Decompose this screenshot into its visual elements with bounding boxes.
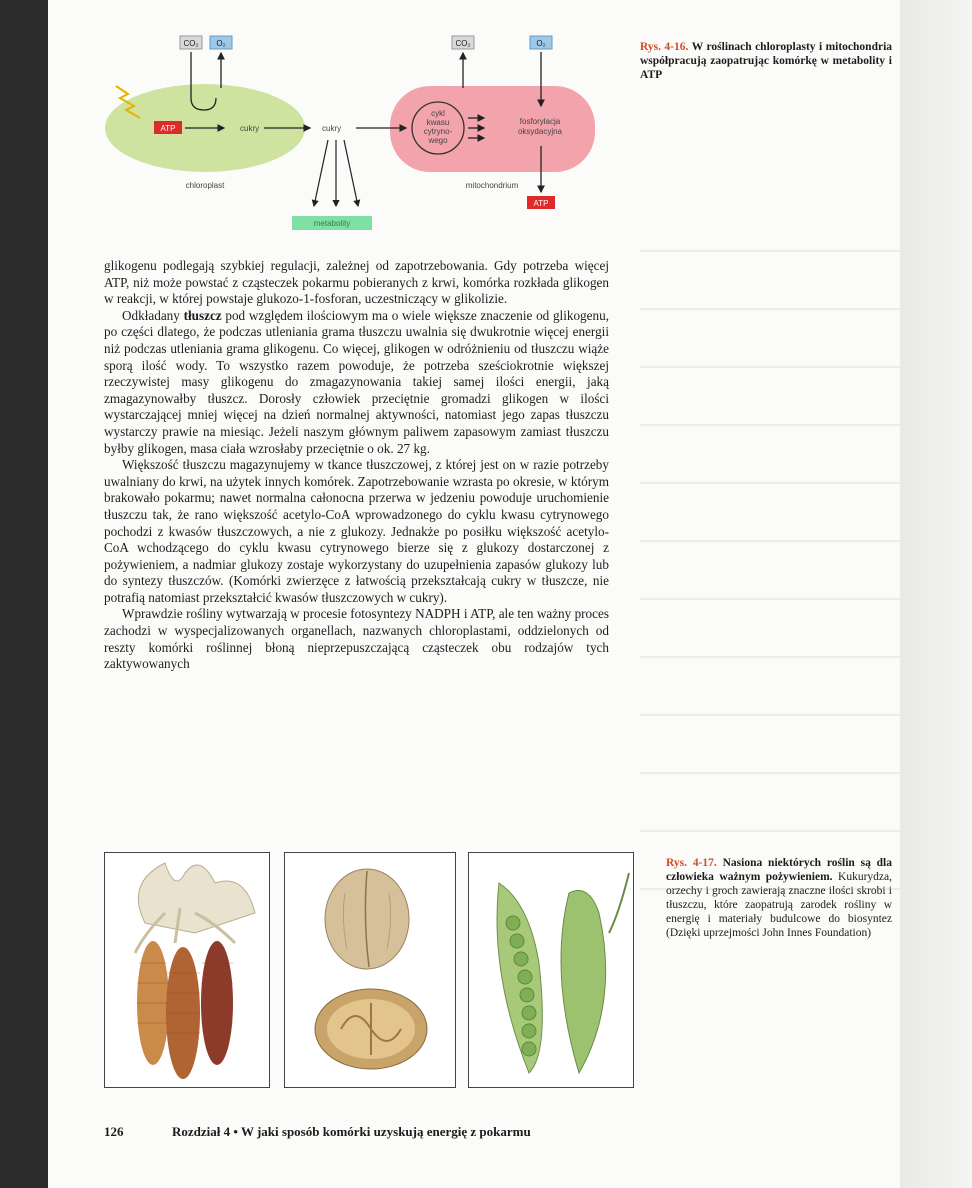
figure-caption-4-16 bbox=[640, 40, 892, 82]
walnut-photo bbox=[284, 852, 456, 1088]
co2-left-label: CO₂ bbox=[183, 39, 199, 48]
paragraph-2-rest: pod względem ilościowym ma o wiele większe znaczenie od glikogenu, po części dlatego, że podczas utleniania grama tłuszczu uwalnia się dwukrotnie więcej energii niż podczas utleniania grama glikogenu. Co więcej, glikogen w odróżnieniu od tłuszczu wiąże sporą ilość wody. To wszystko razem powoduje, że potrzeba sześciokrotnie większej rzeczywistej masy glikogenu do zmagazynowania takiej samej ilości energii, jaką zmagazynowałby tłuszcz. Dorosły człowiek przeciętnie gromadzi glikogen w ilości wystarczającej mniej więcej na dzień normalnej aktywności, natomiast jego zapas tłuszczu wystarczy prawie na miesiąc. Jeżeli naszym głównym paliwem zapasowym zamiast tłuszczu byłby glikogen, masa ciała wzrosłaby przeciętnie o ok. 27 kg. bbox=[104, 307, 609, 456]
cycle-label-1: cykl bbox=[431, 109, 445, 118]
paragraph-4: Wprawdzie rośliny wytwarzają w procesie fotosyntezy NADPH i ATP, ale ten ważny proces zachodzi w wyspecjalizowanych organellach, nazwanych chloroplastami, oddzielonych od reszty komórki roślinnej błoną nieprzepuszczającą cząsteczek obu rodzajów tych zaktywowanych bbox=[104, 606, 609, 672]
figure-caption-4-17 bbox=[666, 856, 892, 940]
oxphos-label-2: oksydacyjna bbox=[517, 127, 563, 136]
page-number: 126 bbox=[104, 1124, 124, 1139]
atp-right-label: ATP bbox=[533, 199, 549, 208]
mitochondrion-shape bbox=[390, 86, 595, 172]
paragraph-2-start: Odkładany bbox=[122, 307, 184, 323]
corn-photo bbox=[104, 852, 270, 1088]
term-fat: tłuszcz bbox=[183, 307, 222, 323]
sugars-label-1: cukry bbox=[240, 124, 260, 133]
show-through-text bbox=[640, 220, 900, 940]
figure-number-4-17: Rys. 4-17. bbox=[666, 857, 717, 869]
chloroplast-mitochondria-diagram bbox=[100, 28, 620, 238]
cycle-label-3: cytryno- bbox=[423, 127, 453, 136]
figure-number-4-16: Rys. 4-16. bbox=[640, 41, 689, 53]
cycle-label-2: kwasu bbox=[426, 118, 450, 127]
metabolites-label: metabolity bbox=[313, 219, 351, 228]
chloroplast-label: chloroplast bbox=[185, 181, 225, 190]
paragraph-3: Większość tłuszczu magazynujemy w tkance tłuszczowej, z której jest on w razie potrzeby uwalniany do krwi, na użytek innych komórek. Zapotrzebowanie wzrasta po okresie, w którym brakowało pokarmu; nawet normalna całonocna przerwa w jedzeniu powoduje uruchomienie tłuszczu tak, że rano większość acetylo-CoA wprowadzonego do cyklu kwasu cytrynowego pochodzi z kwasów tłuszczowych, a nie z glukozy. Jednakże po posiłku większość acetylo-CoA wchodzącego do cyklu kwasu cytrynowego bierze się z glukozy dostarczonej z pożywieniem, a nadmiar glukozy zostaje wykorzystany do uzupełnienia zapasów glukozy lub do syntezy tłuszczów. (Komórki zwierzęce z łatwością przekształcają cukry w tłuszcze, nie potrafią natomiast przekształcić kwasów tłuszczowych w cukry). bbox=[104, 457, 609, 605]
chapter-title: Rozdział 4 • W jaki sposób komórki uzyskują energię z pokarmu bbox=[172, 1124, 531, 1139]
paragraph-2 bbox=[104, 308, 609, 457]
cycle-label-4: wego bbox=[428, 136, 448, 145]
figure-caption-text-4-16: W roślinach chloroplasty i mitochondria współpracują zaopatrując komórkę w metabolity i ATP bbox=[640, 41, 893, 81]
figure-caption-text-4-17: Kukurydza, orzechy i groch zawierają znaczne ilości skrobi i tłuszczu, które zaopatrują zarodek rośliny w energię i materiały budulcowe do biosyntez (Dzięki uprzejmości John Innes Foundation) bbox=[666, 871, 893, 939]
oxphos-label-1: fosforylacja bbox=[519, 117, 561, 126]
page-bleed-edge bbox=[900, 0, 972, 1188]
pea-photo bbox=[468, 852, 634, 1088]
figure-caption-bold-4-17: Nasiona niektórych roślin są dla człowieka ważnym pożywieniem. bbox=[666, 857, 892, 883]
co2-right-label: CO₂ bbox=[455, 39, 471, 48]
o2-right-label: O₂ bbox=[536, 39, 546, 48]
page-footer bbox=[104, 1124, 664, 1140]
paragraph-1: glikogenu podlegają szybkiej regulacji, zależnej od zapotrzebowania. Gdy potrzeba więcej ATP, niż może powstać z cząsteczek pokarmu pobieranych z krwi, komórka rozkłada glikogen w reakcji, w której powstaje glukozo-1-fosforan, uczestniczący w glikolizie. bbox=[104, 258, 609, 307]
body-text bbox=[104, 258, 609, 673]
mitochondrion-label: mitochondrium bbox=[465, 181, 519, 190]
sugars-label-2: cukry bbox=[322, 124, 342, 133]
o2-left-label: O₂ bbox=[216, 39, 226, 48]
atp-left-label: ATP bbox=[160, 124, 176, 133]
